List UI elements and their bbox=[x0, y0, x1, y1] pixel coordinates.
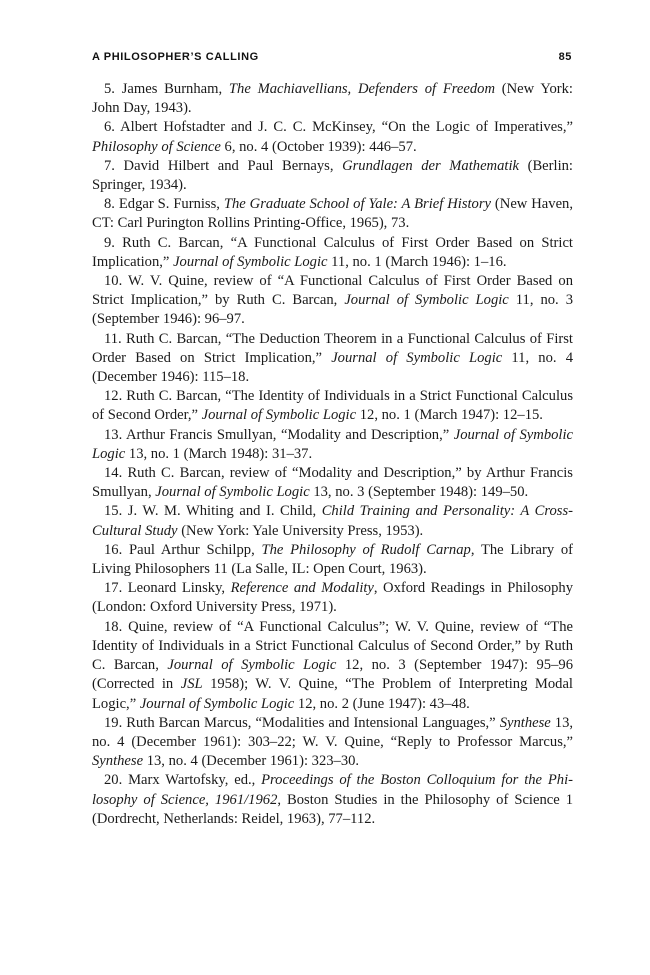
endnote-text: 13, no. 3 (September 1948): 149–50. bbox=[309, 484, 529, 501]
endnote-number: 10. bbox=[104, 273, 123, 290]
endnote-text: 13, no. 1 (March 1948): 31–37. bbox=[125, 445, 313, 462]
endnote-text: , Oxford Readings in Philosophy (London: Oxford University Press, 1971). bbox=[92, 580, 573, 616]
endnote-number: 11. bbox=[104, 330, 122, 347]
endnote-title-italic: Journal of Symbolic Logic bbox=[173, 253, 328, 270]
endnote-text: (New York: John Day, 1943). bbox=[92, 81, 573, 117]
endnote-text: David Hilbert and Paul Bernays, bbox=[114, 157, 343, 174]
endnote-text: Ruth C. Barcan, “A Functional Calculus of First Order Based on Strict Implication,” bbox=[92, 234, 573, 270]
endnote-text: Ruth C. Barcan, “The Deduction Theorem in a Functional Calculus of First Order Based on Strict Implication,” bbox=[92, 330, 573, 366]
endnote-text: Arthur Francis Smullyan, “Modality and Description,” bbox=[122, 426, 454, 443]
endnote-text: Ruth C. Barcan, review of “Modality and Description,” by Arthur Francis Smullyan, bbox=[92, 465, 573, 501]
endnote-text: Edgar S. Furniss, bbox=[114, 196, 224, 213]
endnote-text: (New Haven, CT: Carl Purington Rollins Printing-Office, 1965), 73. bbox=[92, 196, 574, 232]
endnote-title-italic: Journal of Symbolic Logic bbox=[331, 349, 503, 366]
endnote bbox=[92, 157, 573, 195]
running-head bbox=[92, 51, 572, 67]
endnote bbox=[92, 118, 573, 156]
running-head-title: A PHILOSOPHER’S CALLING bbox=[92, 51, 259, 63]
endnotes-list bbox=[92, 80, 573, 829]
endnote-title-italic: Child Training and Personality: A Cross-Cultural Study bbox=[92, 503, 573, 539]
endnote-text: Leonard Linsky, bbox=[122, 580, 231, 597]
endnote-title-italic: Proceedings of the Boston Colloquium for the Philosophy of Science, 1961/1962 bbox=[92, 772, 573, 808]
endnote-title-italic: Journal of Symbolic Logic bbox=[139, 695, 295, 712]
endnote-title-italic: Journal of Symbolic Logic bbox=[344, 292, 509, 309]
endnote-text: W. V. Quine, review of “A Functional Calculus of First Order Based on Strict Implication,” by Ruth C. Barcan, bbox=[92, 273, 573, 309]
endnote-text: 11, no. 1 (March 1946): 1–16. bbox=[327, 253, 507, 270]
endnote-text: 1958); W. V. Quine, “The Problem of Interpreting Modal Logic,” bbox=[92, 676, 573, 712]
endnote-text: James Burnham, bbox=[114, 81, 229, 97]
endnote-title-italic: Journal of Symbolic Logic bbox=[155, 484, 310, 501]
endnote bbox=[92, 714, 573, 772]
endnote bbox=[92, 618, 573, 714]
endnote-number: 5. bbox=[104, 81, 115, 97]
endnote-number: 15. bbox=[104, 503, 123, 520]
endnote bbox=[92, 771, 573, 829]
endnote-text: 11, no. 3 (September 1946): 96–97. bbox=[92, 292, 573, 328]
endnote-text: Albert Hofstadter and J. C. C. McKinsey, “On the Logic of Imperatives,” bbox=[114, 119, 573, 136]
endnote-number: 18. bbox=[104, 618, 123, 635]
endnote-text: Marx Wartofsky, ed., bbox=[122, 772, 262, 789]
endnote bbox=[92, 464, 573, 502]
endnote-title-italic: Journal of Symbolic Logic bbox=[201, 407, 357, 424]
endnote-text: 6, no. 4 (October 1939): 446–57. bbox=[220, 138, 417, 155]
endnote-number: 8. bbox=[104, 196, 115, 213]
endnote bbox=[92, 426, 573, 464]
endnote-text: 12, no. 2 (June 1947): 43–48. bbox=[294, 695, 470, 712]
endnote bbox=[92, 195, 573, 233]
endnote-text: , Boston Studies in the Philosophy of Science 1 (Dordrecht, Netherlands: Reidel, 1963), 77–112. bbox=[92, 791, 573, 827]
endnote-title-italic: Synthese bbox=[92, 753, 144, 770]
endnote-text: , The Library of Living Philosophers 11 (La Salle, IL: Open Court, 1963). bbox=[92, 541, 574, 578]
endnote-text: Quine, review of “A Functional Calculus”; W. V. Quine, review of “The Identity of Individuals in a Strict Functional Calculus of Second Order,” by Ruth C. Barcan, bbox=[92, 618, 573, 674]
endnote-number: 16. bbox=[104, 541, 123, 558]
endnote bbox=[92, 330, 573, 388]
endnote bbox=[92, 579, 573, 617]
endnote-number: 19. bbox=[104, 714, 123, 731]
endnote-title-italic: JSL bbox=[180, 676, 203, 693]
endnote bbox=[92, 387, 573, 425]
endnote-number: 14. bbox=[104, 465, 123, 482]
page-number: 85 bbox=[558, 51, 572, 63]
endnote bbox=[92, 502, 573, 540]
endnote-text: Ruth Barcan Marcus, “Modalities and Intensional Languages,” bbox=[122, 714, 500, 731]
endnote-title-italic: The Graduate School of Yale: A Brief History bbox=[223, 196, 492, 213]
endnote-number: 13. bbox=[104, 426, 123, 443]
endnote-text: 13, no. 4 (December 1961): 323–30. bbox=[143, 753, 360, 770]
endnote-text: (Berlin: Springer, 1934). bbox=[92, 157, 573, 194]
endnote-text: (New York: Yale University Press, 1953). bbox=[177, 522, 424, 539]
endnote-text: Paul Arthur Schilpp, bbox=[122, 541, 262, 558]
endnote-number: 7. bbox=[104, 157, 115, 174]
endnote-title-italic: Philosophy of Science bbox=[92, 138, 221, 155]
endnote bbox=[92, 80, 573, 118]
endnote-text: Ruth C. Barcan, “The Identity of Individuals in a Strict Functional Calculus of Second Order,” bbox=[92, 388, 573, 424]
endnote-number: 12. bbox=[104, 388, 123, 405]
endnote-title-italic: Grundlagen der Mathematik bbox=[342, 157, 519, 174]
endnote-text: 11, no. 4 (December 1946): 115–18. bbox=[92, 349, 574, 386]
endnote-number: 9. bbox=[104, 234, 115, 251]
endnote-text: 12, no. 3 (September 1947): 95–96 (Corrected in bbox=[92, 657, 573, 693]
endnote-title-italic: The Philosophy of Rudolf Carnap bbox=[261, 541, 471, 558]
endnote-title-italic: Journal of Symbolic Logic bbox=[167, 657, 337, 674]
endnote-number: 17. bbox=[104, 580, 123, 597]
endnote-text: 12, no. 1 (March 1947): 12–15. bbox=[356, 407, 543, 424]
endnote-text: J. W. M. Whiting and I. Child, bbox=[122, 503, 322, 520]
endnote bbox=[92, 234, 573, 272]
endnote-number: 6. bbox=[104, 119, 115, 136]
endnote-text: 13, no. 4 (December 1961): 303–22; W. V. Quine, “Reply to Professor Marcus,” bbox=[92, 714, 574, 750]
endnote-number: 20. bbox=[104, 772, 123, 789]
endnote-title-italic: Synthese bbox=[499, 714, 551, 731]
endnote-title-italic: Journal of Symbolic Logic bbox=[92, 426, 573, 462]
endnote bbox=[92, 541, 573, 579]
endnote-title-italic: Reference and Modality bbox=[230, 580, 374, 597]
endnote bbox=[92, 272, 573, 330]
endnote-title-italic: The Machiavellians, Defenders of Freedom bbox=[228, 81, 495, 97]
